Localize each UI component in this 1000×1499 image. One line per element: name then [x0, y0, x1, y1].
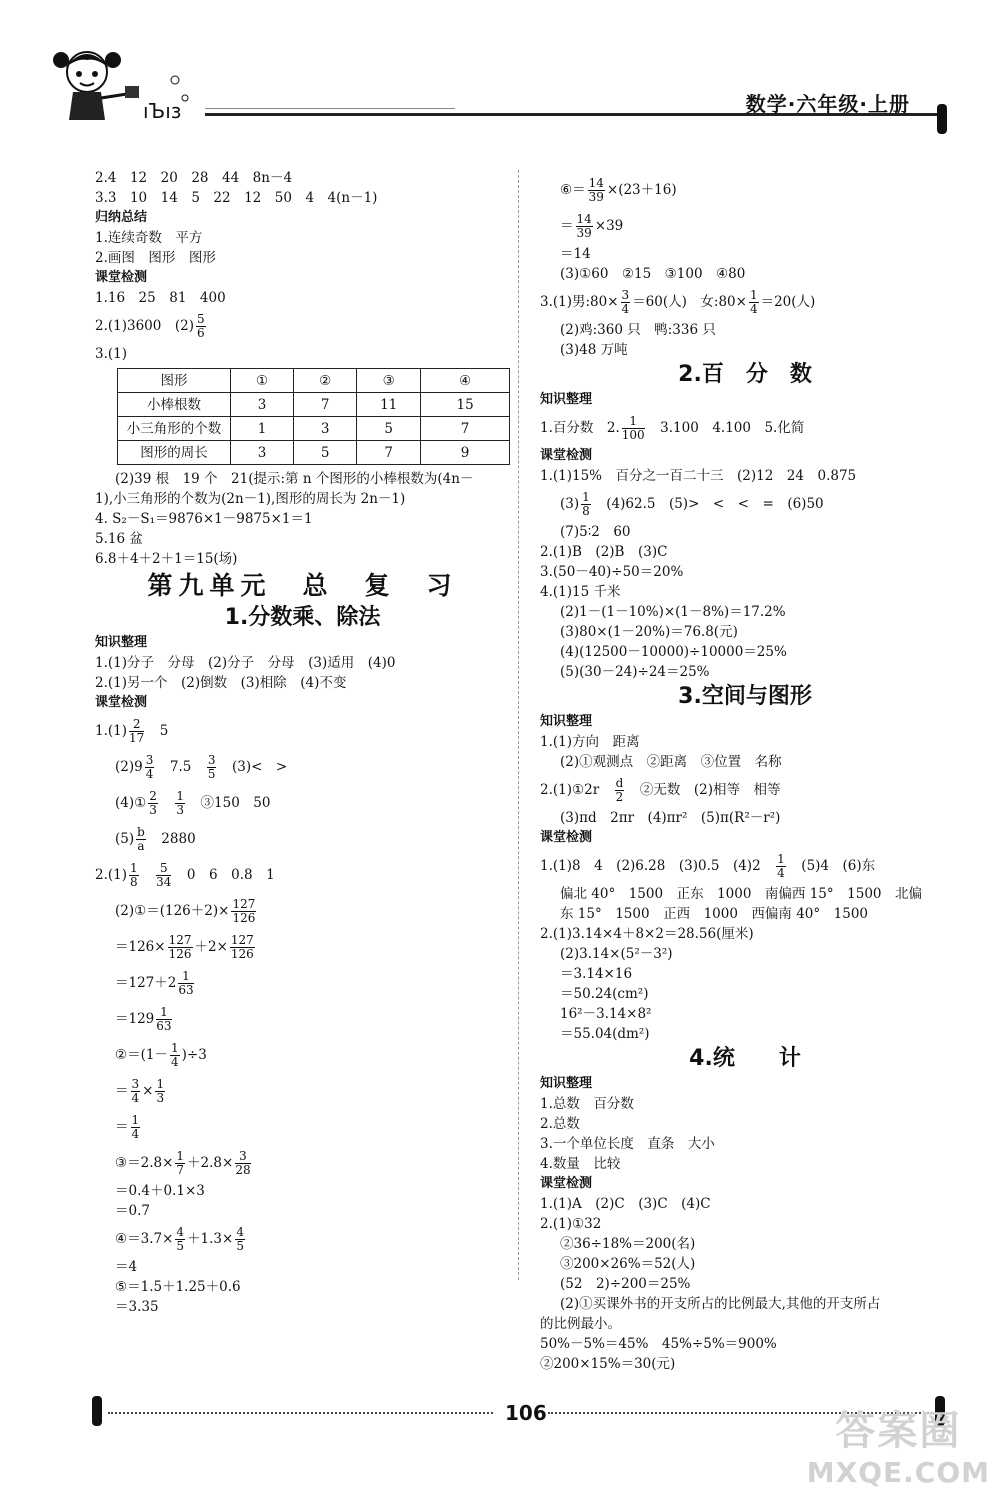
text-line: ＝127＋2 $\frac{1}{63}$ [115, 969, 194, 997]
text-line: (3)①60 ②15 ③100 ④80 [560, 266, 746, 282]
text-line: ③＝2.8× $\frac{1}{7}$ ＋2.8× $\frac{3}{28}$ [115, 1149, 251, 1177]
section-heading: 归纳总结 [95, 210, 148, 225]
text-line: 1.(1)A (2)C (3)C (4)C [540, 1196, 711, 1212]
text-line: ＝3.14×16 [560, 966, 633, 982]
text-line: 3.一个单位长度 直条 大小 [540, 1136, 715, 1152]
text-line: 偏北 40° 1500 正东 1000 南偏西 15° 1500 北偏 [560, 886, 923, 902]
text-line: 1),小三角形的个数为(2n－1),图形的周长为 2n－1) [95, 491, 406, 507]
section-title: 4.统 计 [689, 1046, 801, 1071]
section-heading: 课堂检测 [540, 830, 593, 845]
right-column [540, 172, 950, 1374]
section-heading: 知识整理 [540, 1076, 593, 1091]
section-title: 3.空间与图形 [678, 684, 812, 709]
text-line: 2.(1)另一个 (2)倒数 (3)相除 (4)不变 [95, 675, 347, 691]
section-heading: 课堂检测 [540, 448, 593, 463]
text-line: 2.(1)3.14×4＋8×2＝28.56(厘米) [540, 926, 754, 942]
text-line: 东 15° 1500 正西 1000 西偏南 40° 1500 [560, 906, 869, 922]
text-line: 2.(1)①32 [540, 1216, 602, 1232]
text-line: 4.(1)15 千米 [540, 584, 621, 600]
text-line: (2)①买课外书的开支所占的比例最大,其他的开支所占 [560, 1296, 881, 1312]
text-line: 1.(1)15% 百分之一百二十三 (2)12 24 0.875 [540, 468, 857, 484]
text-line: (5) $\frac{b}{a}$ 2880 [115, 825, 196, 853]
svg-text:ıЪıз: ıЪıз [143, 99, 182, 123]
text-line: (4)(12500－10000)÷10000＝25% [560, 644, 787, 660]
text-line: 1.百分数 2. $\frac{1}{100}$ 3.100 4.100 5.化简 [540, 414, 805, 442]
text-line: (2)鸡:360 只 鸭:336 只 [560, 322, 716, 338]
text-line: (2)①＝(126＋2)× $\frac{127}{126}$ [115, 897, 256, 925]
text-line: (3)48 万吨 [560, 342, 628, 358]
text-line: ⑥＝ $\frac{14}{39}$ ×(23＋16) [560, 176, 677, 204]
text-line: (2)39 根 19 个 21(提示:第 n 个图形的小棒根数为(4n－ [115, 471, 474, 487]
text-line: 16²－3.14×8² [560, 1006, 652, 1022]
text-line: 2.总数 [540, 1116, 580, 1132]
section-title: 2.百 分 数 [678, 362, 812, 387]
text-line: (2)①观测点 ②距离 ③位置 名称 [560, 754, 782, 770]
text-line: 1.(1) $\frac{2}{17}$ 5 [95, 717, 169, 745]
text-line: 50%－5%＝45% 45%÷5%＝900% [540, 1336, 777, 1352]
text-line: 2.(1)3600 (2) $\frac{5}{6}$ [95, 312, 205, 340]
text-line: ⑤＝1.5＋1.25＋0.6 [115, 1279, 241, 1295]
text-line: (3) $\frac{1}{8}$ (4)62.5 (5)> < < = (6)50 [560, 490, 824, 518]
text-line: 5.16 盆 [95, 531, 143, 547]
text-line: 2.(1) $\frac{1}{8}$ $\frac{5}{34}$ 0 6 0.8 1 [95, 861, 275, 889]
text-line: (3)80×(1－20%)＝76.8(元) [560, 624, 738, 640]
text-line: ③200×26%＝52(人) [560, 1256, 696, 1272]
text-line: ＝50.24(cm²) [560, 986, 649, 1002]
text-line: 2.4 12 20 28 44 8n－4 [95, 170, 293, 186]
section-heading: 知识整理 [540, 714, 593, 729]
text-line: ＝4 [115, 1259, 138, 1275]
text-line: 2.(1)①2r $\frac{d}{2}$ ②无数 (2)相等 相等 [540, 776, 781, 804]
text-line: ＝129 $\frac{1}{63}$ [115, 1005, 172, 1033]
text-line: 2.(1)B (2)B (3)C [540, 544, 668, 560]
text-line: ＝126× $\frac{127}{126}$ ＋2× $\frac{127}{126}$ [115, 933, 254, 961]
text-line: ④＝3.7× $\frac{4}{5}$ ＋1.3× $\frac{4}{5}$ [115, 1225, 244, 1253]
text-line: (52 2)÷200＝25% [560, 1276, 691, 1292]
text-line: 3.(50－40)÷50＝20% [540, 564, 684, 580]
text-line: ＝14 [560, 246, 591, 262]
text-line: 4. S₂－S₁＝9876×1－9875×1＝1 [95, 511, 313, 527]
mascot-illustration [35, 40, 215, 139]
text-line: ＝ $\frac{1}{4}$ [115, 1113, 140, 1141]
text-line: (4)① $\frac{2}{3}$ $\frac{1}{3}$ ③150 50 [115, 789, 271, 817]
text-line: ＝55.04(dm²) [560, 1026, 650, 1042]
text-line: 的比例最小。 [540, 1316, 621, 1332]
figure-table [117, 368, 510, 465]
text-line: 4.数量 比较 [540, 1156, 621, 1172]
section-title: 1.分数乘、除法 [224, 605, 381, 630]
text-line: 3.(1) [95, 346, 128, 362]
header-edge-tab [937, 104, 947, 134]
text-line: ＝ $\frac{14}{39}$ ×39 [560, 212, 624, 240]
table-row: 小三角形的个数 1 3 5 7 [118, 417, 510, 441]
text-line: 1.(1)分子 分母 (2)分子 分母 (3)适用 (4)0 [95, 655, 396, 671]
table-row: 图形的周长 3 5 7 9 [118, 441, 510, 465]
text-line: (2)1－(1－10%)×(1－8%)＝17.2% [560, 604, 786, 620]
section-heading: 知识整理 [95, 635, 148, 650]
text-line: (3)πd 2πr (4)πr² (5)π(R²－r²) [560, 810, 781, 826]
text-line: ＝0.4＋0.1×3 [115, 1183, 205, 1199]
left-column [95, 168, 510, 1317]
section-heading: 课堂检测 [540, 1176, 593, 1191]
table-row: 小棒根数 3 7 11 15 [118, 393, 510, 417]
text-line: 1.(1)8 4 (2)6.28 (3)0.5 (4)2 $\frac{1}{4}$ (5)4 (6)东 [540, 852, 876, 880]
text-line: ＝0.7 [115, 1203, 150, 1219]
text-line: ②200×15%＝30(元) [540, 1356, 676, 1372]
text-line: ②＝(1－ $\frac{1}{4}$ )÷3 [115, 1041, 207, 1069]
table-header-row: 图形 ① ② ③ ④ [118, 369, 510, 393]
section-heading: 课堂检测 [95, 270, 148, 285]
text-line: 1.连续奇数 平方 [95, 230, 203, 246]
unit-title: 第九单元 总 复 习 [147, 571, 458, 600]
footer-rule-left [108, 1412, 493, 1414]
text-line: (7)5∶2 60 [560, 524, 631, 540]
text-line: (5)(30－24)÷24＝25% [560, 664, 710, 680]
text-line: ＝ $\frac{3}{4}$ × $\frac{1}{3}$ [115, 1077, 165, 1105]
section-heading: 课堂检测 [95, 695, 148, 710]
text-line: (2)9 $\frac{3}{4}$ 7.5 $\frac{3}{5}$ (3)< > [115, 753, 288, 781]
text-line: 1.(1)方向 距离 [540, 734, 640, 750]
text-line: 3.3 10 14 5 22 12 50 4 4(n－1) [95, 190, 378, 206]
header-rule-thin [205, 108, 455, 109]
text-line: (2)3.14×(5²－3²) [560, 946, 673, 962]
text-line: 3.(1)男:80× $\frac{3}{4}$ ＝60(人) 女:80× $\frac{1}{4}$ ＝20(人) [540, 288, 816, 316]
footer-edge-tab-left [92, 1396, 102, 1426]
section-heading: 知识整理 [540, 392, 593, 407]
text-line: 2.画图 图形 图形 [95, 250, 216, 266]
text-line: 1.总数 百分数 [540, 1096, 634, 1112]
page-header-title: 数学·六年级·上册 [745, 92, 910, 116]
text-line: ＝3.35 [115, 1299, 159, 1315]
text-line: ②36÷18%＝200(名) [560, 1236, 696, 1252]
text-line: 6.8＋4＋2＋1＝15(场) [95, 551, 238, 567]
text-line: 1.16 25 81 400 [95, 290, 226, 306]
watermark-logo: 答案圈 MXQE.COM [806, 1408, 990, 1489]
column-divider [518, 170, 519, 1280]
page-number: 106 [505, 1401, 547, 1425]
